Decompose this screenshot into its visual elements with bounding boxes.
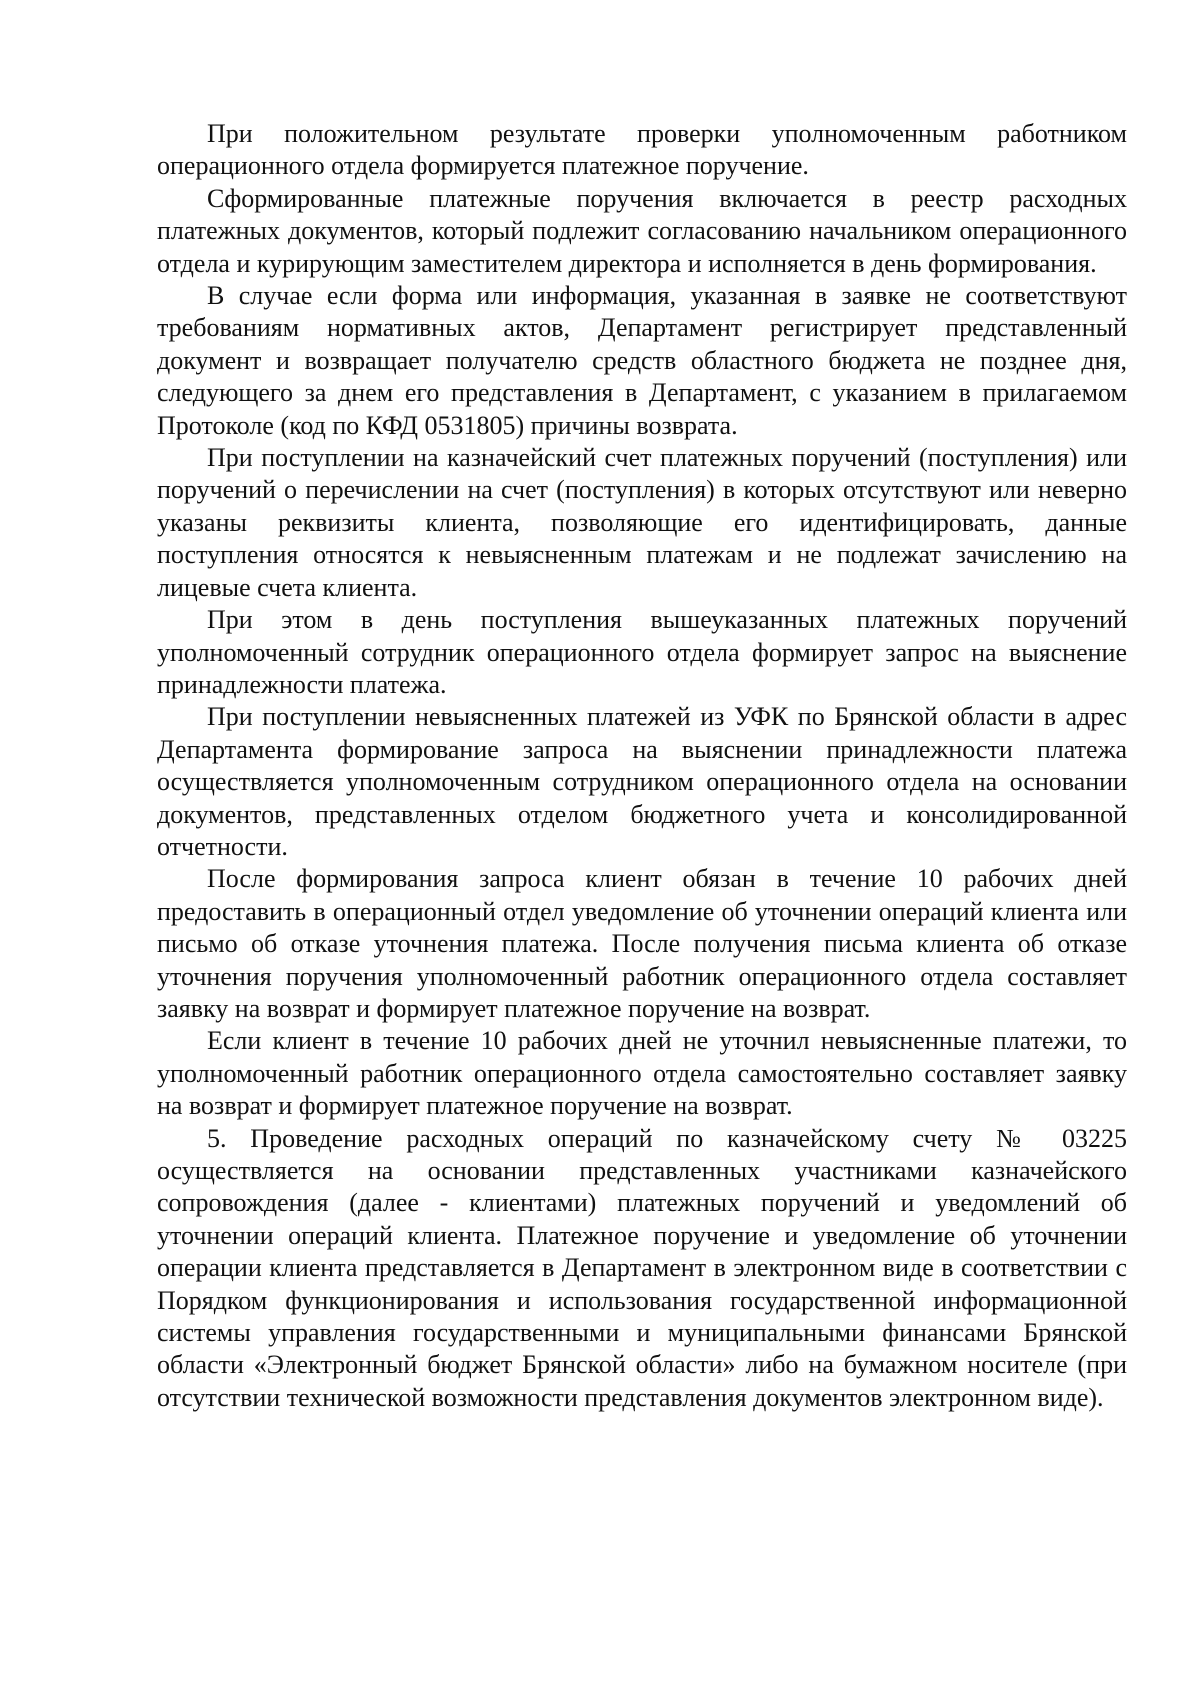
paragraph-unclear-payments: При поступлении на казначейский счет платежных поручений (поступления) или поручений о перечислении на счет (поступления) в которых отсутствуют или неверно указаны реквизиты клиента, позволяющие его идентифицировать, данные поступления относятся к невыясненным платежам и не подлежат зачислению на лицевые счета клиента. (157, 443, 1127, 602)
paragraph-automatic-return: Если клиент в течение 10 рабочих дней не уточнил невыясненные платежи, то уполномоченный работник операционного отдела самостоятельно составляет заявку на возврат и формирует платежное поручение на возврат. (157, 1026, 1127, 1121)
paragraph-payment-order-formed: При положительном результате проверки уполномоченным работником операционного отдела формируется платежное поручение. (157, 119, 1127, 181)
paragraph-clarification-request: При этом в день поступления вышеуказанных платежных поручений уполномоченный сотрудник операционного отдела формирует запрос на выяснение принадлежности платежа. (157, 605, 1127, 699)
paragraph-ufk-payments: При поступлении невыясненных платежей из УФК по Брянской области в адрес Департамента формирование запроса на выяснении принадлежности платежа осуществляется уполномоченным сотрудником операционного отдела на основании документов, представленных отделом бюджетного учета и консолидированной отчетности. (157, 702, 1127, 861)
paragraph-registry-of-documents: Сформированные платежные поручения включается в реестр расходных платежных документов, который подлежит согласованию начальником операционного отдела и курирующим заместителем директора и исполняется в день формирования. (157, 183, 1127, 278)
paragraph-section-5-expense-operations: 5. Проведение расходных операций по казначейскому счету № 03225 осуществляется на основании представленных участниками казначейского сопровождения (далее - клиентами) платежных поручений и уведомлений об уточнении операций клиента. Платежное поручение и уведомление об уточнении операции клиента представляется в Департамент в электронном виде в соответствии с Порядком функционирования и использования государственной информационной системы управления государственными и муниципальными финансами Брянской области «Электронный бюджет Брянской области» либо на бумажном носителе (при отсутствии технической возможности представления документов электронном виде). (157, 1123, 1127, 1412)
document-body (157, 118, 1127, 1414)
paragraph-client-notification: После формирования запроса клиент обязан в течение 10 рабочих дней предоставить в операционный отдел уведомление об уточнении операций клиента или письмо об отказе уточнения платежа. После получения письма клиента об отказе уточнения поручения уполномоченный работник операционного отдела составляет заявку на возврат и формирует платежное поручение на возврат. (157, 864, 1127, 1023)
paragraph-return-of-request: В случае если форма или информация, указанная в заявке не соответствуют требованиям нормативных актов, Департамент регистрирует представленный документ и возвращает получателю средств областного бюджета не позднее дня, следующего за днем его представления в Департамент, с указанием в прилагаемом Протоколе (код по КФД 0531805) причины возврата. (157, 281, 1127, 440)
